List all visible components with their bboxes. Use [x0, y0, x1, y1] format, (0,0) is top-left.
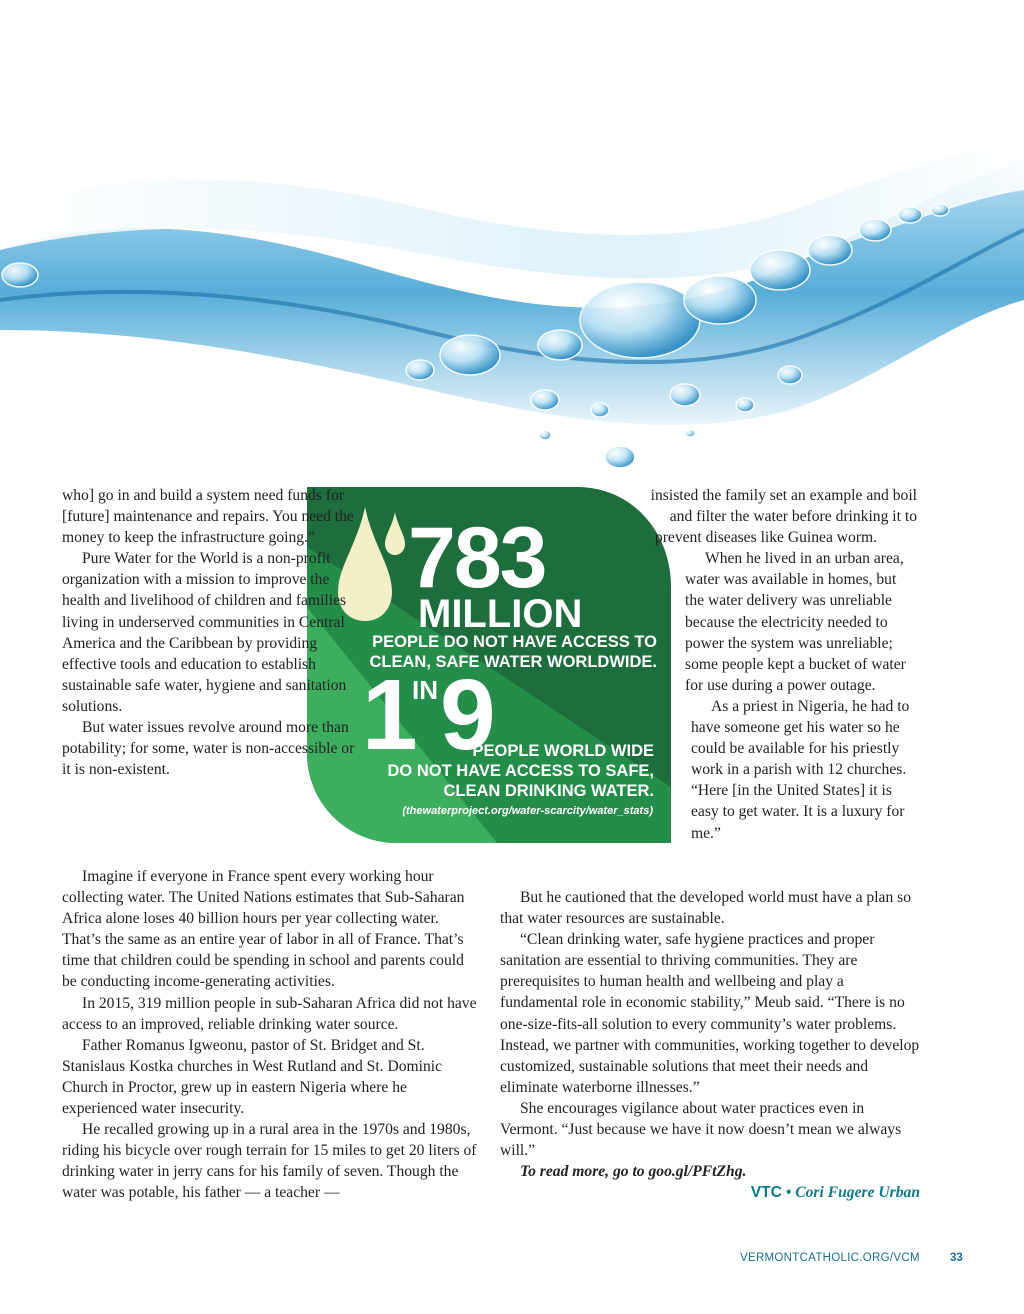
- article-paragraph: Pure Water for the World is a non-profit organization with a mission to improve the health and livelihood of children and families living in underserved communities in Central America and the Caribbean by providing effective tools and education to establish sustainable safe water, hygiene and sanitation solutions.: [62, 550, 347, 715]
- stat2-line1: PEOPLE WORLD WIDE: [472, 742, 654, 760]
- article-column-bottom-left: [62, 866, 477, 1204]
- article-column-right-top: [615, 485, 917, 844]
- article-paragraph: Father Romanus Igweonu, pastor of St. Bridget and St. Stanislaus Kostka churches in West Rutland and St. Dominic Church in Proctor, grew up in eastern Nigeria where he experienced water insecurity.: [62, 1036, 443, 1118]
- article-paragraph: But water issues revolve around more than potability; for some, water is non-accessible or it is non-existent.: [62, 719, 355, 779]
- stat2-line3: CLEAN DRINKING WATER.: [443, 782, 654, 800]
- stat-ratio-in: IN: [412, 675, 438, 705]
- read-more-link[interactable]: To read more, go to goo.gl/PFtZhg.: [520, 1163, 747, 1181]
- stat1-line1: PEOPLE DO NOT HAVE ACCESS TO: [372, 633, 657, 651]
- stat2-line2: DO NOT HAVE ACCESS TO SAFE,: [387, 762, 654, 780]
- article-paragraph: When he lived in an urban area, water was available in homes, but the water delivery was unreliable because the electricity needed to power the system was unreliable; some people kept a bucket of water for use during a power outage.: [685, 550, 906, 694]
- article-paragraph: But he cautioned that the developed world must have a plan so that water resources are sustainable.: [500, 889, 912, 928]
- stat-ratio-one: 1: [362, 659, 418, 771]
- article-paragraph: “Clean drinking water, safe hygiene practices and proper sanitation are essential to thriving communities. They are prerequisites to human health and wellbeing and play a fundamental role in economic stability,” Meub said. “There is no one-size-fits-all solution to every community’s water problems. Instead, we partner with communities, working together to develop customized, sustainable solutions that meet their needs and eliminate waterborne illnesses.”: [500, 931, 920, 1096]
- article-column-left-top: [62, 485, 362, 780]
- stat-ratio-nine: 9: [440, 659, 496, 771]
- article-paragraph: She encourages vigilance about water practices even in Vermont. “Just because we have it now doesn’t mean we always will.”: [500, 1099, 902, 1160]
- byline: [500, 1182, 920, 1203]
- water-wave-illustration: [0, 0, 1024, 480]
- article-paragraph: who] go in and build a system need funds for [future] maintenance and repairs. You need the money to keep the infrastructure going.”: [62, 487, 354, 547]
- article-line: prevent diseases like Guinea worm.: [654, 529, 878, 547]
- byline-separator: •: [785, 1184, 792, 1202]
- article-paragraph: In 2015, 319 million people in sub-Saharan Africa did not have access to an improved, reliable drinking water source.: [62, 994, 477, 1033]
- stat-source: (thewaterproject.org/water-scarcity/water_stats): [402, 805, 653, 817]
- byline-org: VTC: [750, 1184, 782, 1202]
- article-line: insisted the family set an example and boil: [650, 487, 917, 504]
- stat-number-783: 783: [408, 510, 546, 606]
- article-paragraph: He recalled growing up in a rural area in the 1970s and 1980s, riding his bicycle over rough terrain for 15 miles to get 20 liters of drinking water in jerry cans for his family of seven. Though the water was potable, his father — a teacher —: [62, 1121, 477, 1202]
- stat2-description: [345, 741, 654, 801]
- footer-site-url[interactable]: VERMONTCATHOLIC.ORG/VCM: [740, 1252, 920, 1264]
- stat1-line2: CLEAN, SAFE WATER WORLDWIDE.: [369, 653, 657, 671]
- stat-unit-million: MILLION: [418, 592, 583, 636]
- article-line: and filter the water before drinking it to: [669, 508, 917, 526]
- article-paragraph: As a priest in Nigeria, he had to have someone get his water so he could be available for his priestly work in a parish with 12 churches. “Here [in the United States] it is easy to get water. It is a luxury for me.”: [691, 697, 910, 842]
- article-column-bottom-right: [500, 887, 920, 1203]
- page-number: 33: [950, 1252, 963, 1264]
- article-paragraph: Imagine if everyone in France spent every working hour collecting water. The United Nations estimates that Sub-Saharan Africa alone loses 40 billion hours per year collecting water. That’s the same as an entire year of labor in all of France. That’s time that children could be spending in school and parents could be conducting income-generating activities.: [62, 868, 465, 991]
- byline-author: Cori Fugere Urban: [795, 1184, 920, 1202]
